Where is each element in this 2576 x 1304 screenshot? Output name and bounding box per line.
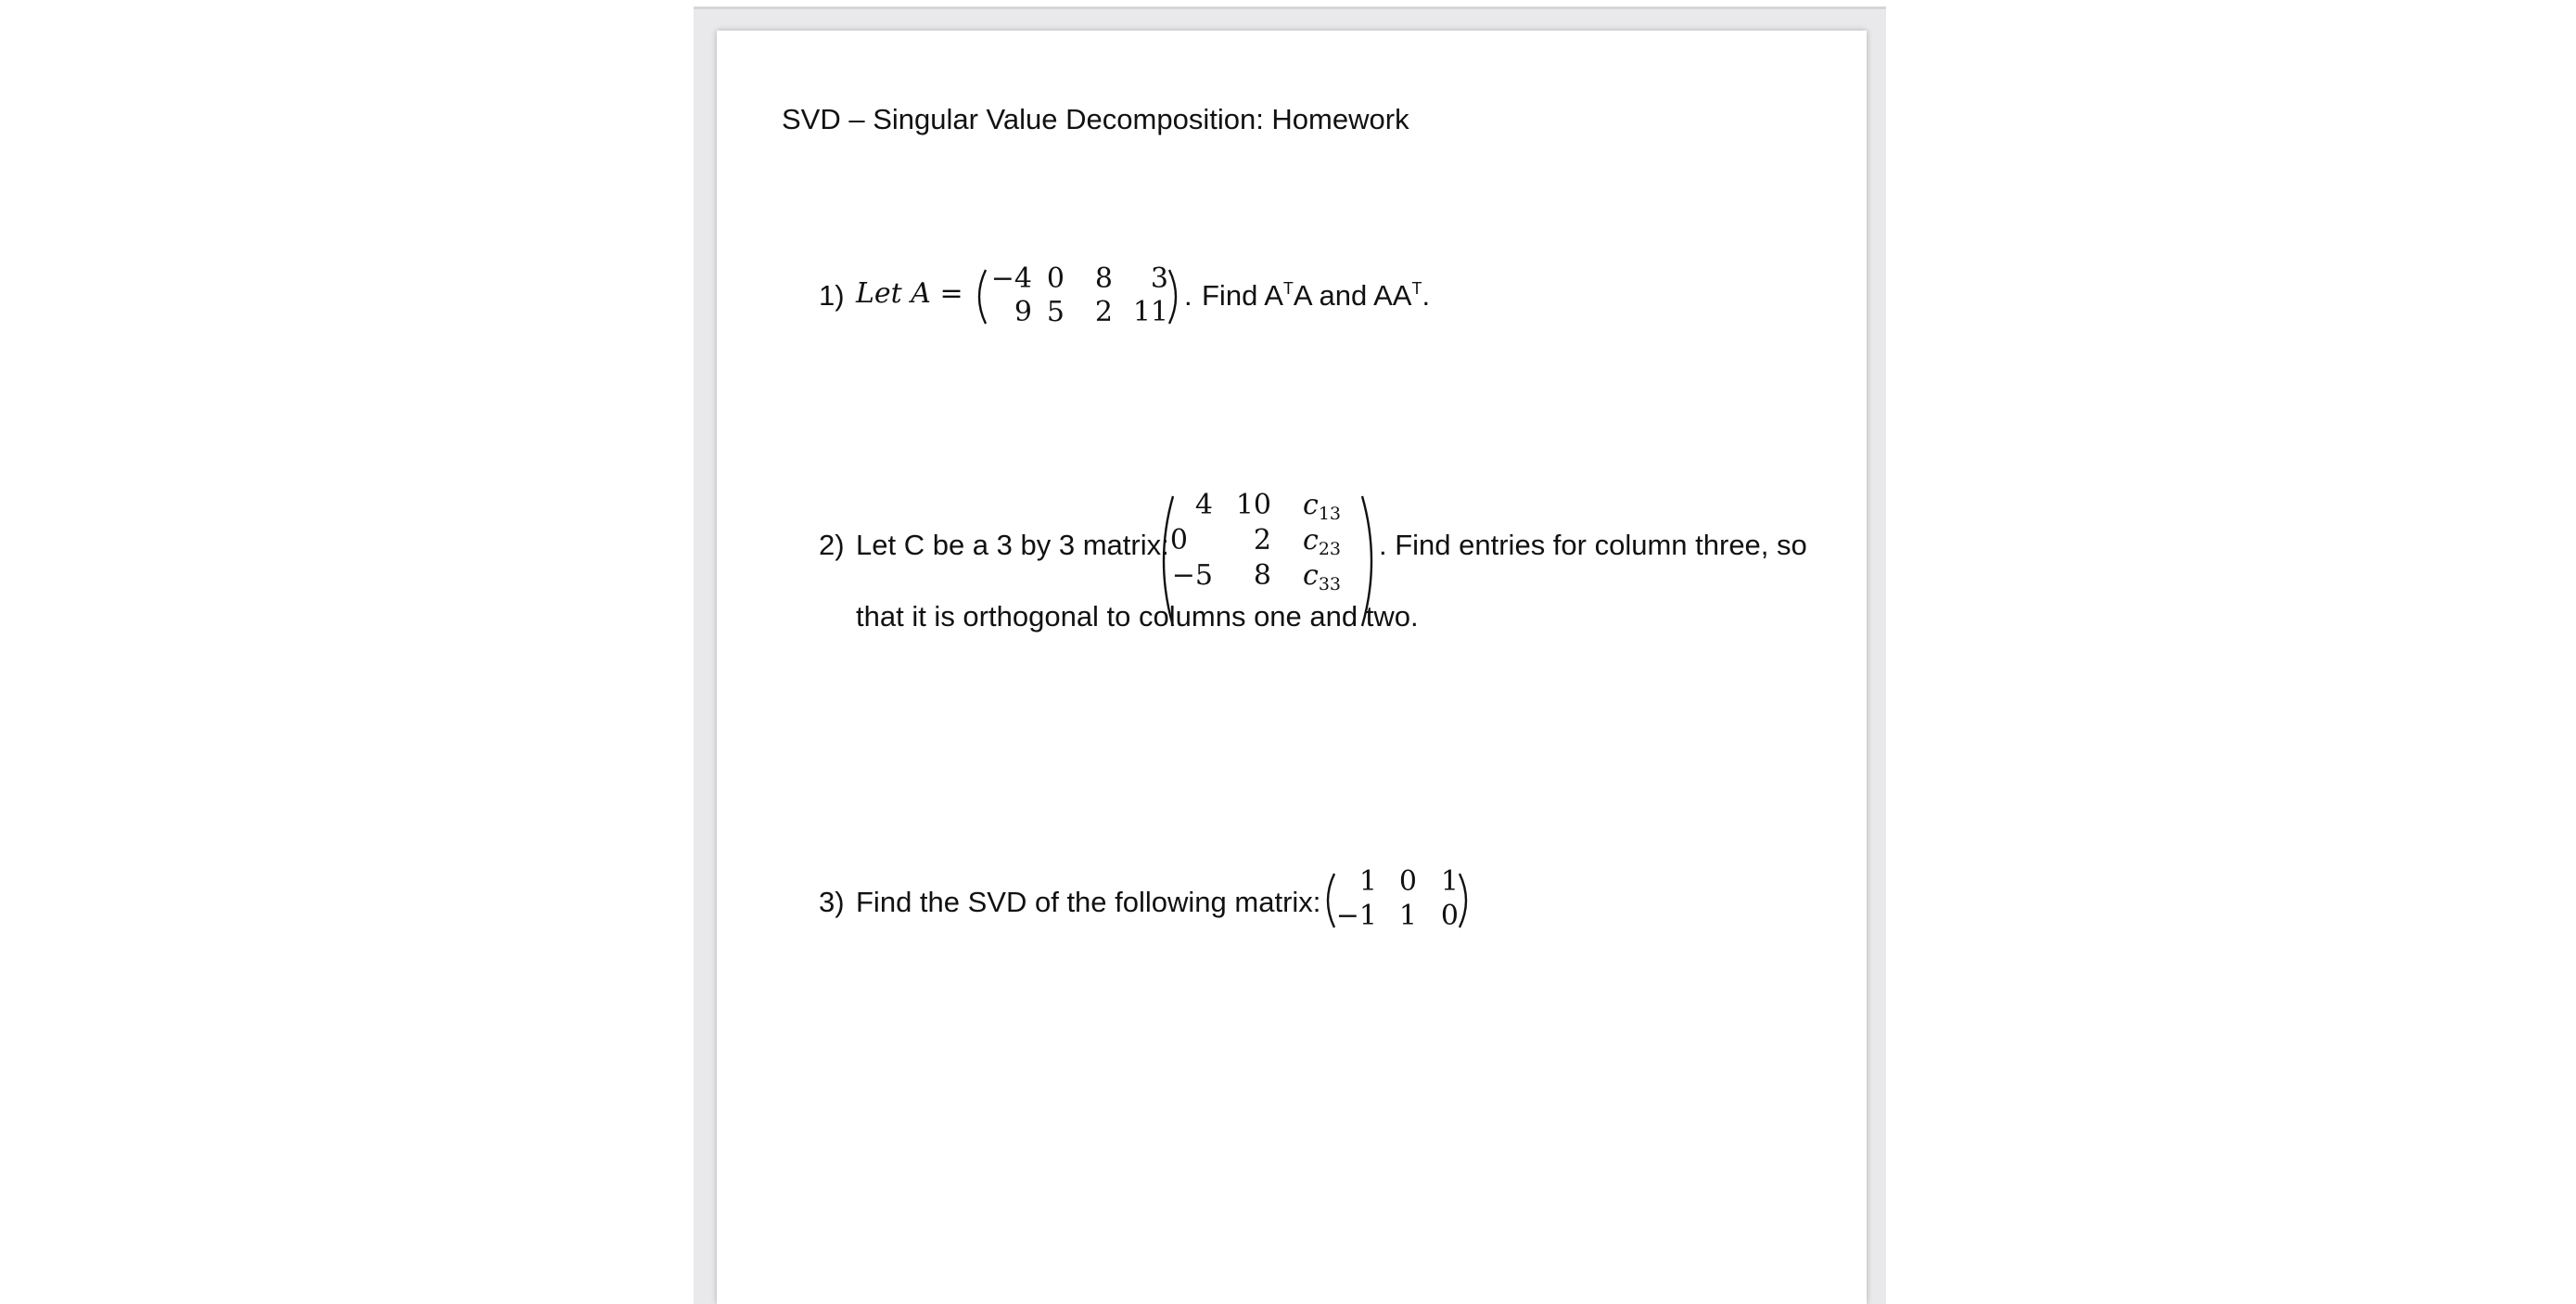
matrix-c-var: c <box>1303 489 1319 521</box>
document-page <box>717 31 1867 1304</box>
transpose-sup: T <box>1411 279 1422 298</box>
matrix-c-var: c <box>1303 559 1319 592</box>
matrix-a-cell: 8 <box>1094 262 1113 295</box>
problem-3-lead: Find the SVD of the following matrix: <box>856 886 1321 918</box>
problem-1-number: 1) <box>819 279 845 312</box>
page-title: SVD – Singular Value Decomposition: Homework <box>782 103 1409 135</box>
matrix-cell: 1 <box>1398 900 1417 932</box>
matrix-a-cell: 9 <box>1014 296 1032 328</box>
matrix-c-sub: 13 <box>1318 504 1341 524</box>
problem-3-number: 3) <box>819 886 845 918</box>
matrix-cell: −1 <box>1335 900 1377 932</box>
problem-2-lead: Let C be a 3 by 3 matrix: <box>856 529 1169 561</box>
matrix-c-cell <box>1303 559 1341 594</box>
matrix-c-var: c <box>1303 524 1319 556</box>
matrix-c-cell <box>1303 489 1341 524</box>
matrix-a-cell: 3 <box>1150 262 1168 295</box>
matrix-cell: 1 <box>1358 865 1377 898</box>
matrix-c-cell <box>1303 524 1341 559</box>
transpose-sup: T <box>1282 279 1294 298</box>
problem-2-line2: that it is orthogonal to columns one and two. <box>856 600 1419 633</box>
find-end: . <box>1422 279 1431 312</box>
problem-1-let-text: Let A = <box>856 277 963 310</box>
matrix-c-cell: 2 <box>1253 524 1271 556</box>
problem-1-right-paren <box>1166 266 1186 327</box>
problem-2-trail: . Find entries for column three, so <box>1379 529 1807 561</box>
matrix-a-cell: −4 <box>990 262 1032 295</box>
matrix-c-cell: 8 <box>1253 559 1271 592</box>
matrix-c-cell: 4 <box>1194 489 1213 521</box>
matrix-c-sub: 23 <box>1318 539 1341 559</box>
matrix-c-cell: −5 <box>1171 559 1213 592</box>
problem-2-number: 2) <box>819 529 845 561</box>
matrix-c-cell: 0 <box>1169 524 1188 556</box>
matrix-c-sub: 33 <box>1318 574 1341 594</box>
matrix-cell: 1 <box>1440 865 1459 898</box>
matrix-cell: 0 <box>1398 865 1417 898</box>
problem-1-find-text <box>1202 279 1430 313</box>
problem-1-period: . <box>1184 279 1192 312</box>
viewer-top-edge <box>694 6 1886 9</box>
problem-3-right-paren <box>1456 870 1476 931</box>
matrix-a-cell: 0 <box>1046 262 1065 295</box>
matrix-a-cell: 5 <box>1046 296 1065 328</box>
matrix-c-cell: 10 <box>1235 489 1271 521</box>
find-middle: A and AA <box>1293 279 1412 312</box>
matrix-cell: 0 <box>1440 900 1459 932</box>
matrix-a-cell: 11 <box>1132 296 1168 328</box>
find-prefix: Find A <box>1202 279 1283 312</box>
matrix-a-cell: 2 <box>1094 296 1113 328</box>
